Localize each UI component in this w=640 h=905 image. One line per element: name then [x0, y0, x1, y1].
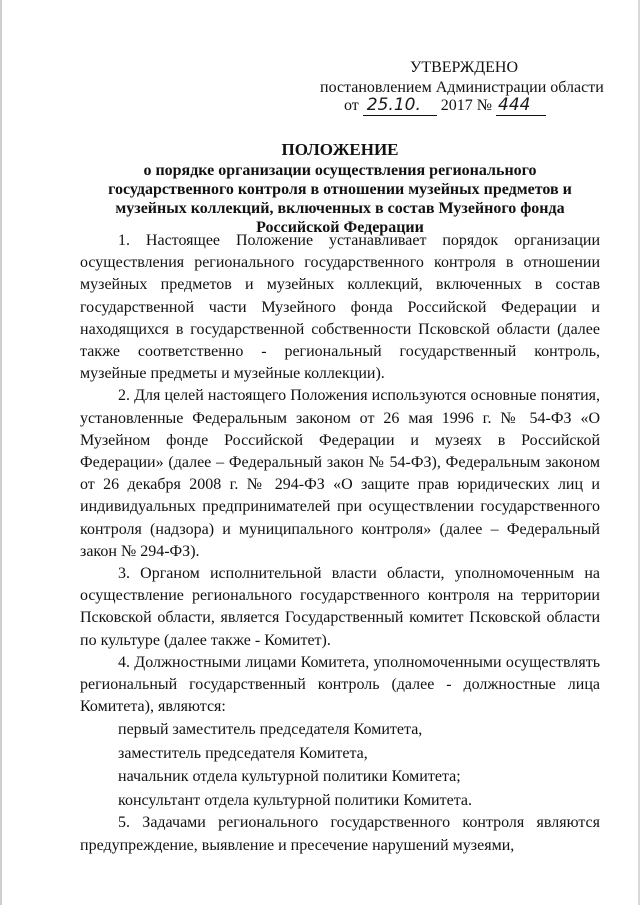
paragraph-2: 2. Для целей настоящего Положения используются основные понятия, установленные Федеральным законом от 26 мая 1996 г. № 54-ФЗ «О Музейном фонде Российской Федерации и музеях в Российской Федерации» (далее – Федеральный закон № 54-ФЗ), Федеральным законом от 26 декабря 2008 г. № 294-ФЗ «О защите прав юридических лиц и индивидуальных предпринимателей при осуществлении государственного контроля (надзора) и муниципального контроля» (далее – Федеральный закон № 294-ФЗ).	[80, 387, 600, 560]
approval-date-line	[344, 96, 546, 116]
official-item: начальник отдела культурной политики Комитета;	[118, 768, 461, 786]
official-item: консультант отдела культурной политики Комитета.	[118, 791, 472, 809]
paragraph-3: 3. Органом исполнительной власти области, уполномоченным на осуществление регионального государственного контроля на территории Псковской области, является Государственный комитет Псковской области по культуре (далее также - Комитет).	[80, 565, 600, 649]
handwritten-number: 444	[498, 95, 531, 115]
document-body	[80, 230, 600, 857]
approval-issuer: постановлением Администрации области	[320, 79, 604, 96]
date-field	[363, 96, 437, 116]
paragraph-5: 5. Задачами регионального государственного контроля являются предупреждение, выявление и пресечение нарушений музеями,	[80, 814, 600, 854]
title-main: ПОЛОЖЕНИЕ	[281, 140, 399, 159]
title-subject: о порядке организации осуществления регионального государственного контроля в отношении музейных предметов и музейных коллекций, включенных в состав Музейного фонда Российской Федерации	[108, 162, 572, 236]
year-label: 2017 №	[440, 97, 493, 114]
number-field	[496, 96, 546, 116]
date-prefix: от	[344, 97, 359, 114]
approval-title: УТВЕРЖДЕНО	[410, 59, 519, 76]
official-item: заместитель председателя Комитета,	[118, 744, 368, 762]
paragraph-1: 1. Настоящее Положение устанавливает порядок организации осуществления регионального государственного контроля в отношении музейных предметов и музейных коллекций, включенных в состав государственной части Музейного фонда Российской Федерации и находящихся в государственной собственности Псковской области (далее также соответственно - региональный государственный контроль, музейные предметы и музейные коллекции).	[80, 232, 600, 383]
handwritten-date: 25.10.	[366, 95, 421, 115]
paragraph-4: 4. Должностными лицами Комитета, уполномоченными осуществлять региональный государственный контроль (далее - должностные лица Комитета), являются:	[80, 653, 600, 716]
document-title	[80, 140, 600, 237]
official-item: первый заместитель председателя Комитета,	[118, 721, 423, 739]
